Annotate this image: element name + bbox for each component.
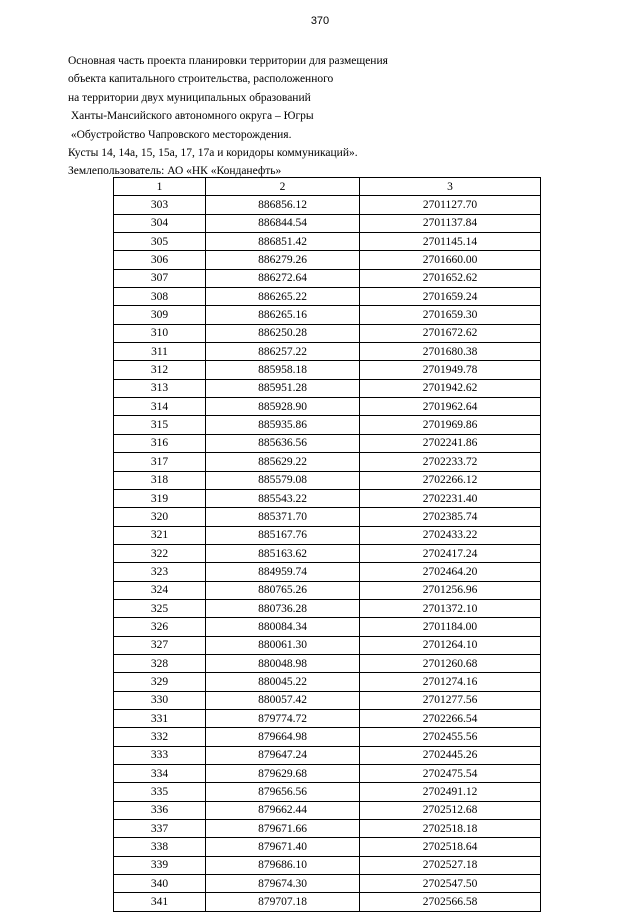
x-coordinate-cell: 879671.40 <box>206 838 360 856</box>
header-line: Ханты-Мансийского автономного округа – Югры <box>68 110 314 123</box>
y-coordinate-cell: 2701264.10 <box>360 636 541 654</box>
point-number-cell: 322 <box>114 544 206 562</box>
table-row <box>114 508 541 526</box>
table-row <box>114 673 541 691</box>
point-number-cell: 318 <box>114 471 206 489</box>
table-row <box>114 581 541 599</box>
table-row <box>114 563 541 581</box>
y-coordinate-cell: 2701372.10 <box>360 599 541 617</box>
point-number-cell: 341 <box>114 893 206 911</box>
y-coordinate-cell: 2701969.86 <box>360 416 541 434</box>
y-coordinate-cell: 2702547.50 <box>360 875 541 893</box>
y-coordinate-cell: 2701660.00 <box>360 251 541 269</box>
table-row <box>114 489 541 507</box>
table-row <box>114 893 541 911</box>
y-coordinate-cell: 2702518.18 <box>360 820 541 838</box>
point-number-cell: 334 <box>114 765 206 783</box>
x-coordinate-cell: 885928.90 <box>206 398 360 416</box>
point-number-cell: 325 <box>114 599 206 617</box>
point-number-cell: 327 <box>114 636 206 654</box>
point-number-cell: 306 <box>114 251 206 269</box>
x-coordinate-cell: 886265.16 <box>206 306 360 324</box>
table-row <box>114 269 541 287</box>
column-header: 2 <box>206 178 360 196</box>
point-number-cell: 316 <box>114 434 206 452</box>
y-coordinate-cell: 2701256.96 <box>360 581 541 599</box>
point-number-cell: 336 <box>114 801 206 819</box>
y-coordinate-cell: 2701659.30 <box>360 306 541 324</box>
y-coordinate-cell: 2701652.62 <box>360 269 541 287</box>
table-row <box>114 233 541 251</box>
table-row <box>114 820 541 838</box>
x-coordinate-cell: 885951.28 <box>206 379 360 397</box>
y-coordinate-cell: 2702266.54 <box>360 709 541 727</box>
header-line: Землепользователь: АО «НК «Конданефть» <box>68 165 282 178</box>
point-number-cell: 340 <box>114 875 206 893</box>
x-coordinate-cell: 885958.18 <box>206 361 360 379</box>
point-number-cell: 305 <box>114 233 206 251</box>
point-number-cell: 310 <box>114 324 206 342</box>
x-coordinate-cell: 886272.64 <box>206 269 360 287</box>
table-row <box>114 361 541 379</box>
x-coordinate-cell: 886250.28 <box>206 324 360 342</box>
x-coordinate-cell: 880048.98 <box>206 654 360 672</box>
table-row <box>114 288 541 306</box>
x-coordinate-cell: 880057.42 <box>206 691 360 709</box>
x-coordinate-cell: 885935.86 <box>206 416 360 434</box>
point-number-cell: 323 <box>114 563 206 581</box>
table-row <box>114 526 541 544</box>
table-row <box>114 691 541 709</box>
point-number-cell: 321 <box>114 526 206 544</box>
column-header: 1 <box>114 178 206 196</box>
header-line: на территории двух муниципальных образований <box>68 91 311 104</box>
y-coordinate-cell: 2701184.00 <box>360 618 541 636</box>
table-header-row <box>114 178 541 196</box>
point-number-cell: 315 <box>114 416 206 434</box>
y-coordinate-cell: 2702464.20 <box>360 563 541 581</box>
x-coordinate-cell: 886265.22 <box>206 288 360 306</box>
point-number-cell: 333 <box>114 746 206 764</box>
table-row <box>114 654 541 672</box>
x-coordinate-cell: 879671.66 <box>206 820 360 838</box>
point-number-cell: 328 <box>114 654 206 672</box>
point-number-cell: 326 <box>114 618 206 636</box>
table-row <box>114 251 541 269</box>
x-coordinate-cell: 880084.34 <box>206 618 360 636</box>
x-coordinate-cell: 885579.08 <box>206 471 360 489</box>
y-coordinate-cell: 2701949.78 <box>360 361 541 379</box>
point-number-cell: 314 <box>114 398 206 416</box>
point-number-cell: 324 <box>114 581 206 599</box>
table-row <box>114 728 541 746</box>
y-coordinate-cell: 2702475.54 <box>360 765 541 783</box>
point-number-cell: 317 <box>114 453 206 471</box>
x-coordinate-cell: 879647.24 <box>206 746 360 764</box>
table-row <box>114 599 541 617</box>
y-coordinate-cell: 2701145.14 <box>360 233 541 251</box>
y-coordinate-cell: 2702266.12 <box>360 471 541 489</box>
table-row <box>114 636 541 654</box>
x-coordinate-cell: 880045.22 <box>206 673 360 691</box>
y-coordinate-cell: 2701127.70 <box>360 196 541 214</box>
x-coordinate-cell: 885543.22 <box>206 489 360 507</box>
table-row <box>114 196 541 214</box>
table-row <box>114 856 541 874</box>
table-row <box>114 875 541 893</box>
table-row <box>114 765 541 783</box>
x-coordinate-cell: 886279.26 <box>206 251 360 269</box>
y-coordinate-cell: 2702491.12 <box>360 783 541 801</box>
x-coordinate-cell: 885636.56 <box>206 434 360 452</box>
table-row <box>114 343 541 361</box>
point-number-cell: 338 <box>114 838 206 856</box>
point-number-cell: 331 <box>114 709 206 727</box>
column-header: 3 <box>360 178 541 196</box>
point-number-cell: 308 <box>114 288 206 306</box>
x-coordinate-cell: 886851.42 <box>206 233 360 251</box>
table-row <box>114 453 541 471</box>
point-number-cell: 319 <box>114 489 206 507</box>
y-coordinate-cell: 2702527.18 <box>360 856 541 874</box>
point-number-cell: 330 <box>114 691 206 709</box>
y-coordinate-cell: 2701659.24 <box>360 288 541 306</box>
x-coordinate-cell: 879774.72 <box>206 709 360 727</box>
x-coordinate-cell: 879686.10 <box>206 856 360 874</box>
x-coordinate-cell: 879656.56 <box>206 783 360 801</box>
table-row <box>114 471 541 489</box>
point-number-cell: 332 <box>114 728 206 746</box>
table-row <box>114 746 541 764</box>
point-number-cell: 304 <box>114 214 206 232</box>
x-coordinate-cell: 885629.22 <box>206 453 360 471</box>
x-coordinate-cell: 884959.74 <box>206 563 360 581</box>
table-row <box>114 783 541 801</box>
y-coordinate-cell: 2702566.58 <box>360 893 541 911</box>
y-coordinate-cell: 2702455.56 <box>360 728 541 746</box>
x-coordinate-cell: 885371.70 <box>206 508 360 526</box>
x-coordinate-cell: 879629.68 <box>206 765 360 783</box>
point-number-cell: 311 <box>114 343 206 361</box>
table-row <box>114 398 541 416</box>
y-coordinate-cell: 2702385.74 <box>360 508 541 526</box>
table-row <box>114 709 541 727</box>
table-row <box>114 214 541 232</box>
header-line: «Обустройство Чапровского месторождения. <box>68 128 292 141</box>
y-coordinate-cell: 2701680.38 <box>360 343 541 361</box>
x-coordinate-cell: 886257.22 <box>206 343 360 361</box>
x-coordinate-cell: 885163.62 <box>206 544 360 562</box>
y-coordinate-cell: 2701962.64 <box>360 398 541 416</box>
point-number-cell: 309 <box>114 306 206 324</box>
point-number-cell: 337 <box>114 820 206 838</box>
document-header <box>68 52 548 181</box>
y-coordinate-cell: 2702512.68 <box>360 801 541 819</box>
table-row <box>114 379 541 397</box>
y-coordinate-cell: 2701942.62 <box>360 379 541 397</box>
x-coordinate-cell: 880765.26 <box>206 581 360 599</box>
x-coordinate-cell: 880061.30 <box>206 636 360 654</box>
table-row <box>114 434 541 452</box>
x-coordinate-cell: 879707.18 <box>206 893 360 911</box>
y-coordinate-cell: 2702241.86 <box>360 434 541 452</box>
table-row <box>114 416 541 434</box>
header-line: Кусты 14, 14а, 15, 15а, 17, 17а и коридоры коммуникаций». <box>68 147 358 160</box>
table-row <box>114 838 541 856</box>
point-number-cell: 313 <box>114 379 206 397</box>
point-number-cell: 335 <box>114 783 206 801</box>
header-line: объекта капитального строительства, расположенного <box>68 73 334 86</box>
x-coordinate-cell: 880736.28 <box>206 599 360 617</box>
x-coordinate-cell: 879664.98 <box>206 728 360 746</box>
y-coordinate-cell: 2701672.62 <box>360 324 541 342</box>
page-number: 370 <box>310 15 330 27</box>
y-coordinate-cell: 2702433.22 <box>360 526 541 544</box>
y-coordinate-cell: 2702417.24 <box>360 544 541 562</box>
point-number-cell: 339 <box>114 856 206 874</box>
y-coordinate-cell: 2702518.64 <box>360 838 541 856</box>
point-number-cell: 303 <box>114 196 206 214</box>
point-number-cell: 329 <box>114 673 206 691</box>
x-coordinate-cell: 886856.12 <box>206 196 360 214</box>
x-coordinate-cell: 886844.54 <box>206 214 360 232</box>
y-coordinate-cell: 2701137.84 <box>360 214 541 232</box>
point-number-cell: 312 <box>114 361 206 379</box>
y-coordinate-cell: 2702233.72 <box>360 453 541 471</box>
y-coordinate-cell: 2702445.26 <box>360 746 541 764</box>
y-coordinate-cell: 2701260.68 <box>360 654 541 672</box>
table-row <box>114 306 541 324</box>
x-coordinate-cell: 879674.30 <box>206 875 360 893</box>
table-row <box>114 618 541 636</box>
header-line: Основная часть проекта планировки территории для размещения <box>68 55 388 67</box>
table-row <box>114 544 541 562</box>
x-coordinate-cell: 879662.44 <box>206 801 360 819</box>
y-coordinate-cell: 2702231.40 <box>360 489 541 507</box>
point-number-cell: 307 <box>114 269 206 287</box>
y-coordinate-cell: 2701274.16 <box>360 673 541 691</box>
table-row <box>114 801 541 819</box>
table-row <box>114 324 541 342</box>
x-coordinate-cell: 885167.76 <box>206 526 360 544</box>
y-coordinate-cell: 2701277.56 <box>360 691 541 709</box>
coordinates-table <box>113 177 541 912</box>
point-number-cell: 320 <box>114 508 206 526</box>
